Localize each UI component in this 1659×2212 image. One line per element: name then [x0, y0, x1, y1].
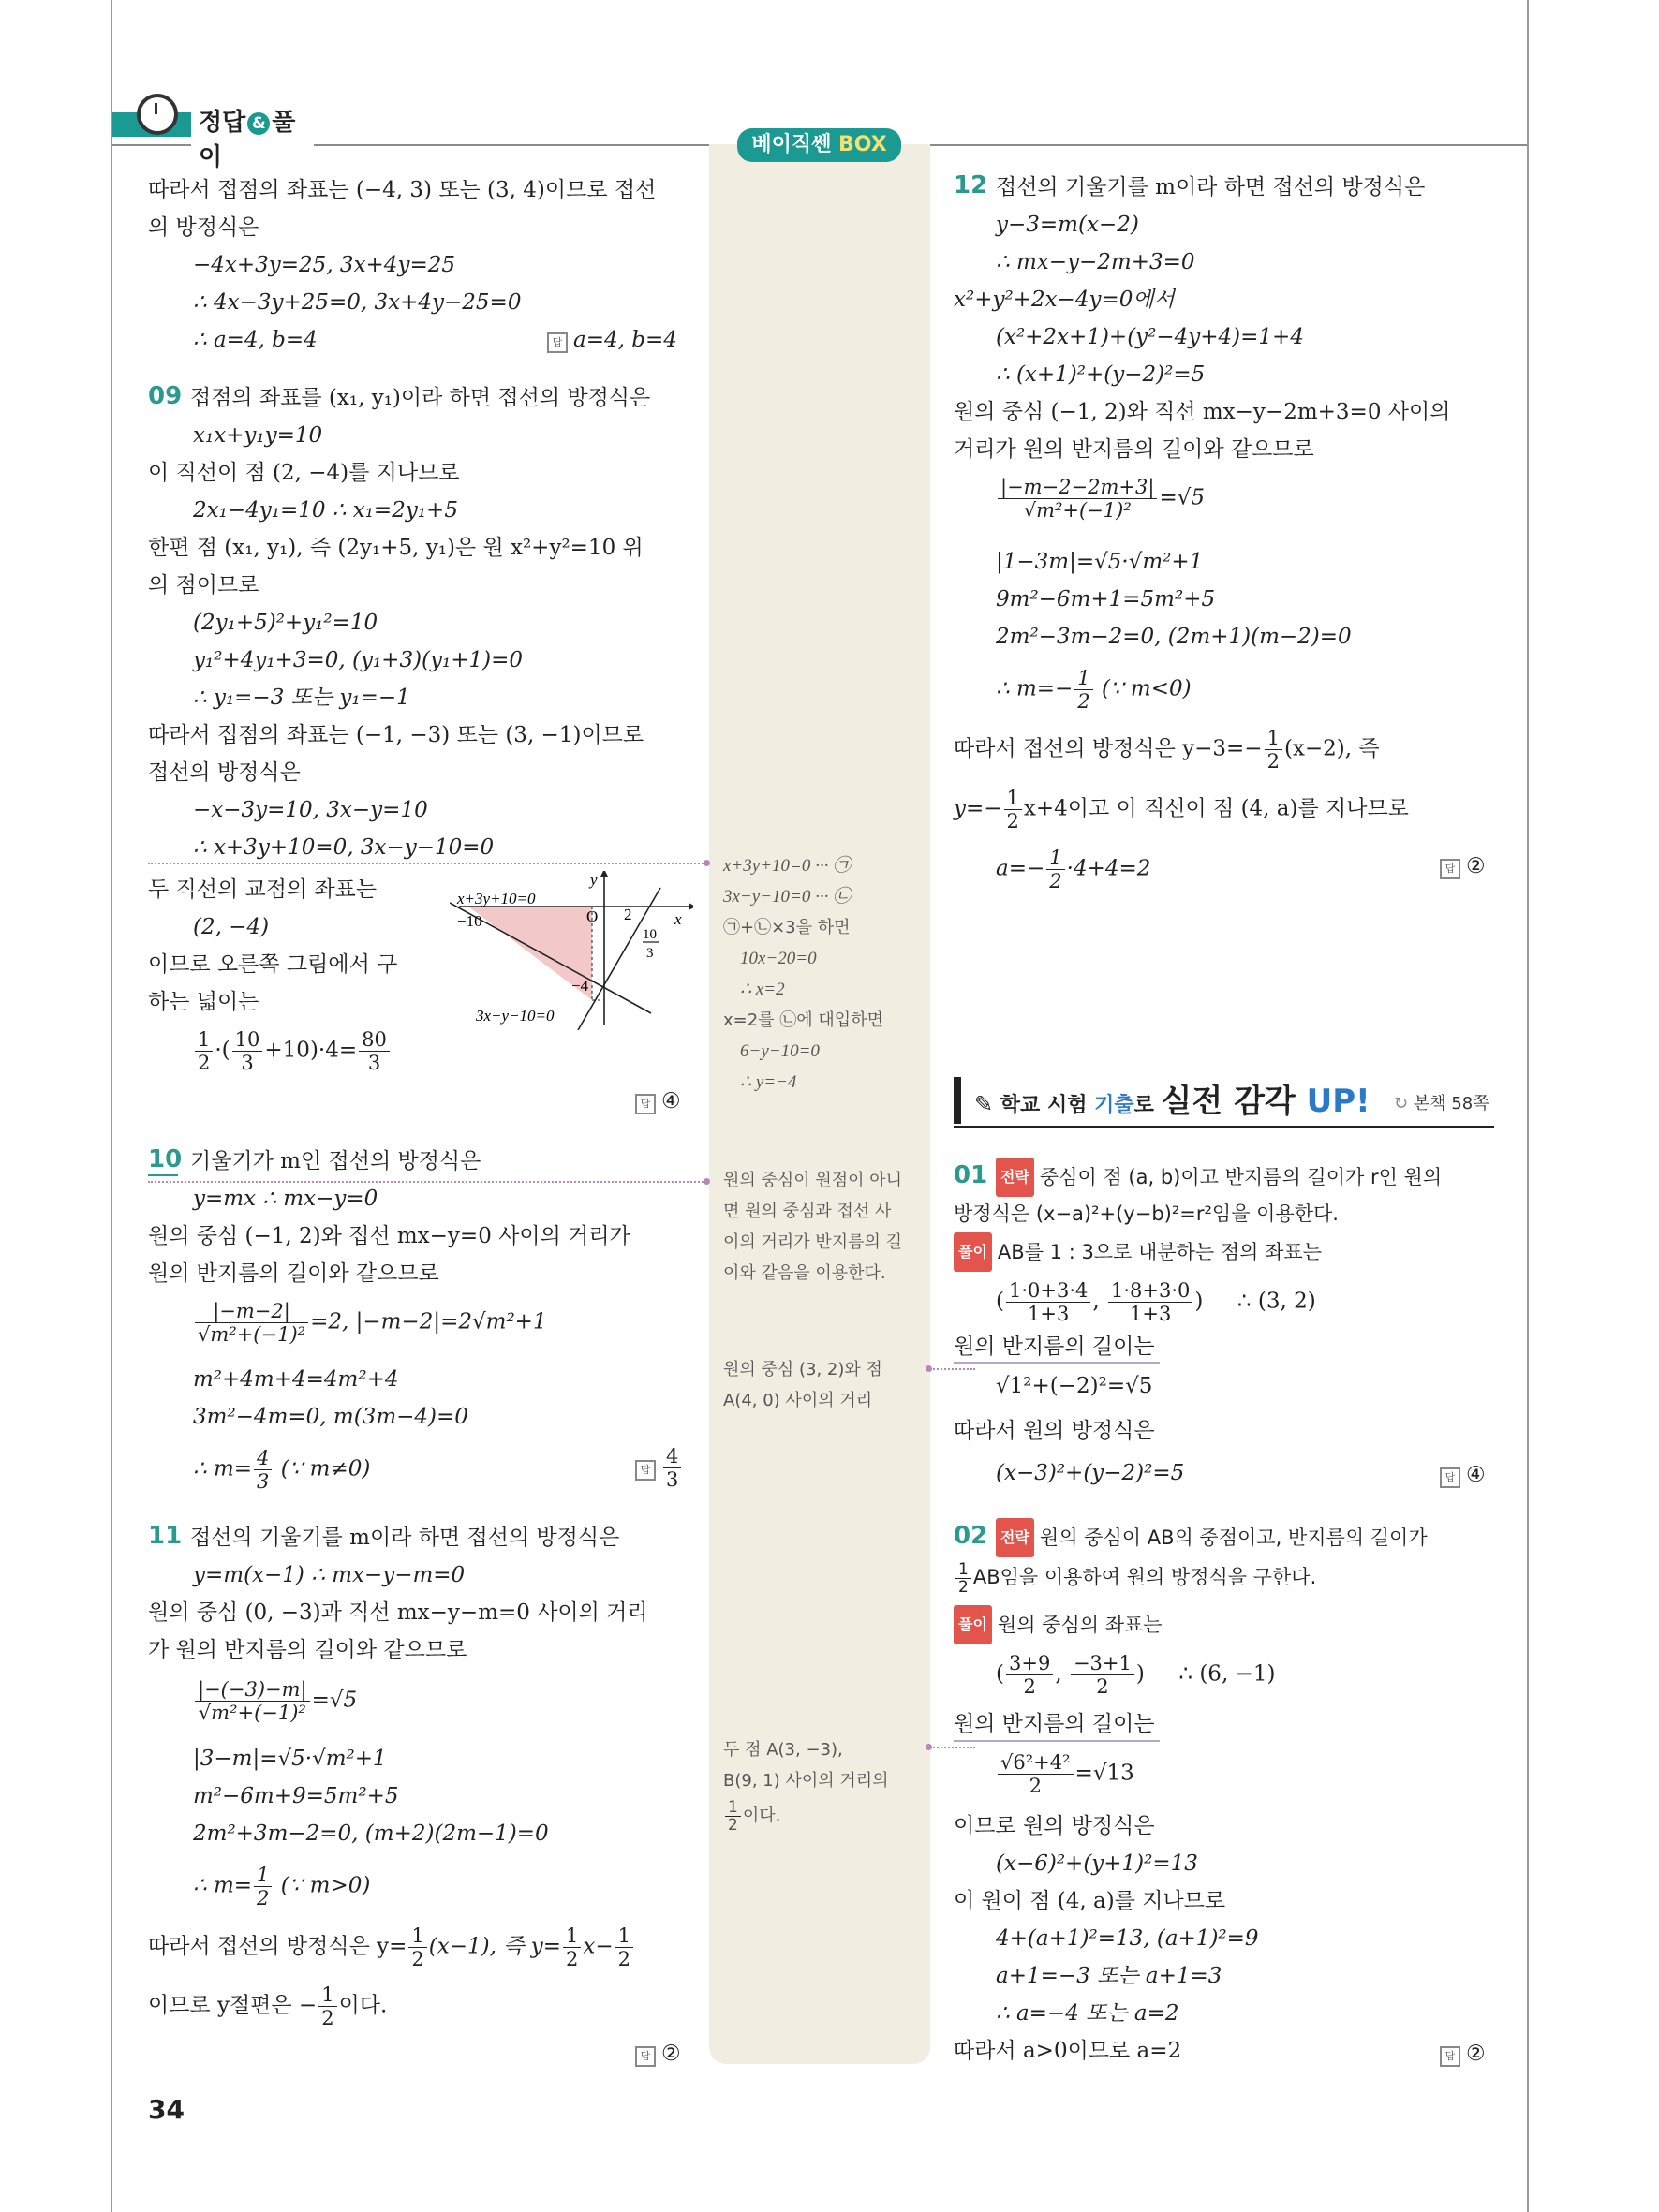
- box-line: ∴ y=−4: [740, 1072, 797, 1092]
- box-line: x=2를 ㉡에 대입하면: [723, 1010, 883, 1030]
- problem-number: 11: [148, 1522, 183, 1550]
- page-header: [112, 101, 314, 171]
- page-border-right: [1527, 0, 1529, 2212]
- text-line: 따라서 접점의 좌표는 (−4, 3) 또는 (3, 4)이므로 접선: [148, 178, 657, 202]
- problem-number: 10: [148, 1145, 183, 1173]
- answer: 답 ②: [1440, 854, 1486, 879]
- fraction-equation: $\frac{\text{√6²+4²}}{2}$ =√13: [996, 1751, 1134, 1797]
- text-line: 가 원의 반지름의 길이와 같으므로: [148, 1638, 467, 1662]
- highlight-underline: [954, 1740, 1160, 1742]
- area-formula: $\frac{1}{2}$ ·( $\frac{10}{3}$ +10)·4= $\frac{80}{3}$: [193, 1028, 392, 1074]
- box-line: 두 점 A(3, −3),: [723, 1740, 843, 1760]
- box-line: 이의 거리가 반지름의 길: [723, 1232, 903, 1252]
- equation: ∴ m= $\frac{1}{2}$ (∵ m>0): [193, 1864, 371, 1910]
- problem-number: 01: [954, 1161, 988, 1189]
- equation: x²+y²+2x−4y=0에서: [954, 288, 1175, 312]
- solution-tag: 풀이: [954, 1605, 992, 1644]
- answer: 답 ④: [635, 1089, 681, 1114]
- strategy-line: 전략 원의 중심이 AB의 중점이고, 반지름의 길이가: [996, 1518, 1428, 1557]
- section-title: ✎ 학교 시험 기출로 실전 감각 UP!: [974, 1083, 1370, 1120]
- text-line: 의 점이므로: [148, 573, 259, 597]
- label-origin: O: [586, 907, 599, 925]
- equation: m²+4m+4=4m²+4: [193, 1367, 399, 1392]
- equation: 9m²−6m+1=5m²+5: [996, 587, 1216, 612]
- solution-line: 풀이 원의 중심의 좌표는: [954, 1605, 1163, 1644]
- page-border-left: [111, 0, 112, 2212]
- answer-mark-icon: 답: [635, 2046, 656, 2067]
- equation: ∴ (x+1)²+(y−2)²=5: [996, 362, 1206, 387]
- text-line: 하는 넓이는: [148, 990, 259, 1014]
- answer-mark-icon: 답: [1440, 1467, 1460, 1488]
- memo-icon: ✎: [974, 1091, 994, 1117]
- answer-mark-icon: 답: [547, 332, 568, 353]
- text-line: $\frac{1}{2}$ AB임을 이용하여 원의 방정식을 구한다.: [954, 1558, 1316, 1596]
- equation: −x−3y=10, 3x−y=10: [193, 798, 428, 822]
- pointer-line: [930, 1747, 975, 1748]
- box-line: ㉠+㉡×3을 하면: [723, 918, 851, 937]
- equation: 2x₁−4y₁=10 ∴ x₁=2y₁+5: [193, 498, 458, 523]
- box-line: 원의 중심 (3, 2)와 점: [723, 1360, 882, 1379]
- equation: (x−3)²+(y−2)²=5: [996, 1461, 1185, 1485]
- text-line: y=− $\frac{1}{2}$ x+4이고 이 직선이 점 (4, a)를 지나므로: [954, 787, 1409, 833]
- equation: ( $\frac{1\cdot 0+3\cdot 4}{1+3}$ , $\frac{1\cdot 8+3\cdot 0}{1+3}$ ) ∴ (3, 2): [996, 1279, 1316, 1325]
- y-axis-arrow: [600, 871, 608, 877]
- text-line: 따라서 접선의 방정식은 y= $\frac{1}{2}$ (x−1), 즉 y= $\frac{1}{2}$ x− $\frac{1}{2}$: [148, 1924, 635, 1970]
- equation: ∴ mx−y−2m+3=0: [996, 250, 1195, 274]
- box-line: ∴ x=2: [740, 980, 785, 999]
- equation: 2m²−3m−2=0, (2m+1)(m−2)=0: [996, 625, 1352, 649]
- basic-box-tab: 베이직쎈 BOX: [737, 128, 901, 162]
- refresh-icon: ↻: [1394, 1094, 1409, 1113]
- equation: 3m²−4m=0, m(3m−4)=0: [193, 1405, 468, 1429]
- text-line: 이 직선이 점 (2, −4)를 지나므로: [148, 461, 460, 485]
- text-line: 접선의 기울기를 m이라 하면 접선의 방정식은: [996, 175, 1426, 199]
- text-line: 원의 반지름의 길이는: [954, 1335, 1155, 1359]
- equation: m²−6m+9=5m²+5: [193, 1784, 399, 1808]
- problem-number: 02: [954, 1522, 988, 1550]
- text-line: 이므로 y절편은 − $\frac{1}{2}$ 이다.: [148, 1983, 388, 2029]
- x-axis-arrow: [689, 903, 693, 910]
- answer-mark-icon: 답: [635, 1460, 656, 1481]
- answer: 답 ④: [1440, 1463, 1486, 1488]
- fraction-equation: $\frac{|-(-3)-m|}{\text{√m²+(−1)²}}$ =√5: [193, 1678, 357, 1724]
- text-line: 이므로 원의 방정식은: [954, 1814, 1155, 1838]
- equation: 4+(a+1)²=13, (a+1)²=9: [996, 1926, 1259, 1951]
- clock-icon: [137, 94, 178, 135]
- answer: 답 $\frac{4}{3}$: [635, 1445, 683, 1491]
- number-underline: [148, 1174, 178, 1176]
- text-line: 두 직선의 교점의 좌표는: [148, 877, 378, 902]
- equation: y−3=m(x−2): [996, 213, 1139, 237]
- pointer-dot: [704, 860, 710, 866]
- text-line: 원의 중심 (0, −3)과 직선 mx−y−m=0 사이의 거리: [148, 1600, 648, 1625]
- box-line: x+3y+10=0 ··· ㉠: [723, 856, 852, 876]
- box-line: 면 원의 중심과 접선 사: [723, 1202, 892, 1221]
- equation: x₁x+y₁y=10: [193, 423, 323, 448]
- solution-line: 풀이 AB를 1 : 3으로 내분하는 점의 좌표는: [954, 1232, 1322, 1272]
- text-line: 접선의 기울기를 m이라 하면 접선의 방정식은: [190, 1526, 620, 1550]
- section-rule: [954, 1126, 1494, 1128]
- box-line: 3x−y−10=0 ··· ㉡: [723, 887, 852, 907]
- box-line: 이와 같음을 이용한다.: [723, 1263, 886, 1283]
- equation: y₁²+4y₁+3=0, (y₁+3)(y₁+1)=0: [193, 648, 524, 672]
- text-line: 따라서 접점의 좌표는 (−1, −3) 또는 (3, −1)이므로: [148, 723, 644, 747]
- box-line: 6−y−10=0: [740, 1041, 820, 1061]
- text-line: 방정식은 (x−a)²+(y−b)²=r²임을 이용한다.: [954, 1202, 1339, 1225]
- box-line: $\frac{1}{2}$ 이다.: [723, 1799, 780, 1834]
- equation: a+1=−3 또는 a+1=3: [996, 1964, 1222, 1988]
- label-x: x: [674, 910, 682, 928]
- equation: 2m²+3m−2=0, (m+2)(2m−1)=0: [193, 1821, 549, 1846]
- label-3: 3: [646, 946, 654, 961]
- answer: 답 a=4, b=4: [547, 328, 677, 353]
- text-line: 따라서 a>0이므로 a=2: [954, 2039, 1182, 2063]
- box-line: 10x−20=0: [740, 949, 817, 968]
- answer: 답 ②: [1440, 2042, 1486, 2067]
- strategy-tag: 전략: [996, 1518, 1034, 1557]
- label-10: 10: [643, 927, 657, 942]
- equation: √1²+(−2)²=√5: [996, 1374, 1153, 1398]
- text-line: 거리가 원의 반지름의 길이와 같으므로: [954, 437, 1314, 462]
- text-line: 접점의 좌표를 (x₁, y₁)이라 하면 접선의 방정식은: [190, 386, 651, 410]
- label-2: 2: [624, 906, 632, 923]
- fraction-equation: $\frac{|-m-2-2m+3|}{\text{√m²+(−1)²}}$ =√5: [996, 476, 1205, 522]
- answer-mark-icon: 답: [1440, 859, 1460, 879]
- equation: ∴ y₁=−3 또는 y₁=−1: [193, 686, 410, 710]
- label-y: y: [590, 871, 598, 889]
- page-number: 34: [148, 2094, 185, 2125]
- header-title: 정답 & 풀이: [191, 103, 314, 172]
- equation: y=m(x−1) ∴ mx−y−m=0: [193, 1563, 466, 1587]
- text-line: 원의 반지름의 길이와 같으므로: [148, 1261, 439, 1286]
- text-line: 이므로 오른쪽 그림에서 구: [148, 952, 398, 977]
- answer-mark-icon: 답: [1440, 2046, 1460, 2067]
- label-line1: x+3y+10=0: [457, 890, 536, 907]
- problem-number: 09: [148, 382, 183, 410]
- equation: |1−3m|=√5·√m²+1: [996, 550, 1204, 574]
- answer-mark-icon: 답: [635, 1094, 656, 1114]
- equation: ∴ m=− $\frac{1}{2}$ (∵ m<0): [996, 667, 1192, 713]
- reference: ↻ 본책 58쪽: [1394, 1094, 1489, 1113]
- solution-tag: 풀이: [954, 1232, 992, 1272]
- equation: y=mx ∴ mx−y=0: [193, 1187, 378, 1211]
- box-line: B(9, 1) 사이의 거리의: [723, 1771, 889, 1791]
- text-line: 따라서 접선의 방정식은 y−3=− $\frac{1}{2}$ (x−2), 즉: [954, 727, 1380, 773]
- pointer-dot: [704, 1178, 710, 1185]
- text-line: 기울기가 m인 접선의 방정식은: [190, 1149, 481, 1173]
- fraction-equation: $\frac{|-m-2|}{\text{√m²+(−1)²}}$ =2, |−m−2|=2√m²+1: [193, 1300, 547, 1346]
- problem-number: 12: [954, 171, 988, 199]
- equation: ∴ a=4, b=4: [193, 328, 318, 352]
- equation: |3−m|=√5·√m²+1: [193, 1747, 387, 1771]
- pointer-line: [930, 1368, 975, 1370]
- equation: ∴ a=−4 또는 a=2: [996, 2001, 1179, 2026]
- equation: ∴ 4x−3y+25=0, 3x+4y−25=0: [193, 290, 522, 315]
- equation: (2y₁+5)²+y₁²=10: [193, 611, 378, 635]
- equation: ∴ m= $\frac{4}{3}$ (∵ m≠0): [193, 1447, 371, 1493]
- equation: (2, −4): [193, 915, 270, 939]
- answer: 답 ②: [635, 2042, 681, 2067]
- text-line: 접선의 방정식은: [148, 760, 301, 785]
- equation: −4x+3y=25, 3x+4y=25: [193, 253, 455, 277]
- strategy-line: 전략 중심이 점 (a, b)이고 반지름의 길이가 r인 원의: [996, 1158, 1442, 1197]
- equation: ∴ x+3y+10=0, 3x−y−10=0: [193, 835, 495, 860]
- text-line: 원의 반지름의 길이는: [954, 1712, 1155, 1736]
- pointer-line: [148, 863, 707, 864]
- box-line: 원의 중심이 원점이 아니: [723, 1171, 903, 1190]
- text-line: 이 원이 점 (4, a)를 지나므로: [954, 1889, 1226, 1913]
- label-line2: 3x−y−10=0: [476, 1007, 555, 1025]
- equation: (x−6)²+(y+1)²=13: [996, 1851, 1198, 1876]
- text-line: 원의 중심 (−1, 2)와 직선 mx−y−2m+3=0 사이의: [954, 400, 1451, 424]
- label-minus10: −10: [457, 912, 482, 930]
- highlight-underline: [954, 1362, 1160, 1364]
- text-line: 의 방정식은: [148, 215, 259, 240]
- section-bar: [954, 1077, 961, 1124]
- box-line: A(4, 0) 사이의 거리: [723, 1391, 873, 1410]
- tangent-lines-graph: [450, 871, 693, 1030]
- text-line: 따라서 원의 방정식은: [954, 1419, 1155, 1443]
- equation: (x²+2x+1)+(y²−4y+4)=1+4: [996, 325, 1304, 349]
- equation: a=− $\frac{1}{2}$ ·4+4=2: [996, 847, 1151, 892]
- strategy-tag: 전략: [996, 1158, 1034, 1197]
- text-line: 한편 점 (x₁, y₁), 즉 (2y₁+5, y₁)은 원 x²+y²=10 위: [148, 536, 644, 560]
- text-line: 원의 중심 (−1, 2)와 접선 mx−y=0 사이의 거리가: [148, 1224, 630, 1248]
- equation: ( $\frac{3+9}{2}$ , $\frac{-3+1}{2}$ ) ∴ (6, −1): [996, 1652, 1276, 1698]
- label-minus4: −4: [571, 977, 589, 995]
